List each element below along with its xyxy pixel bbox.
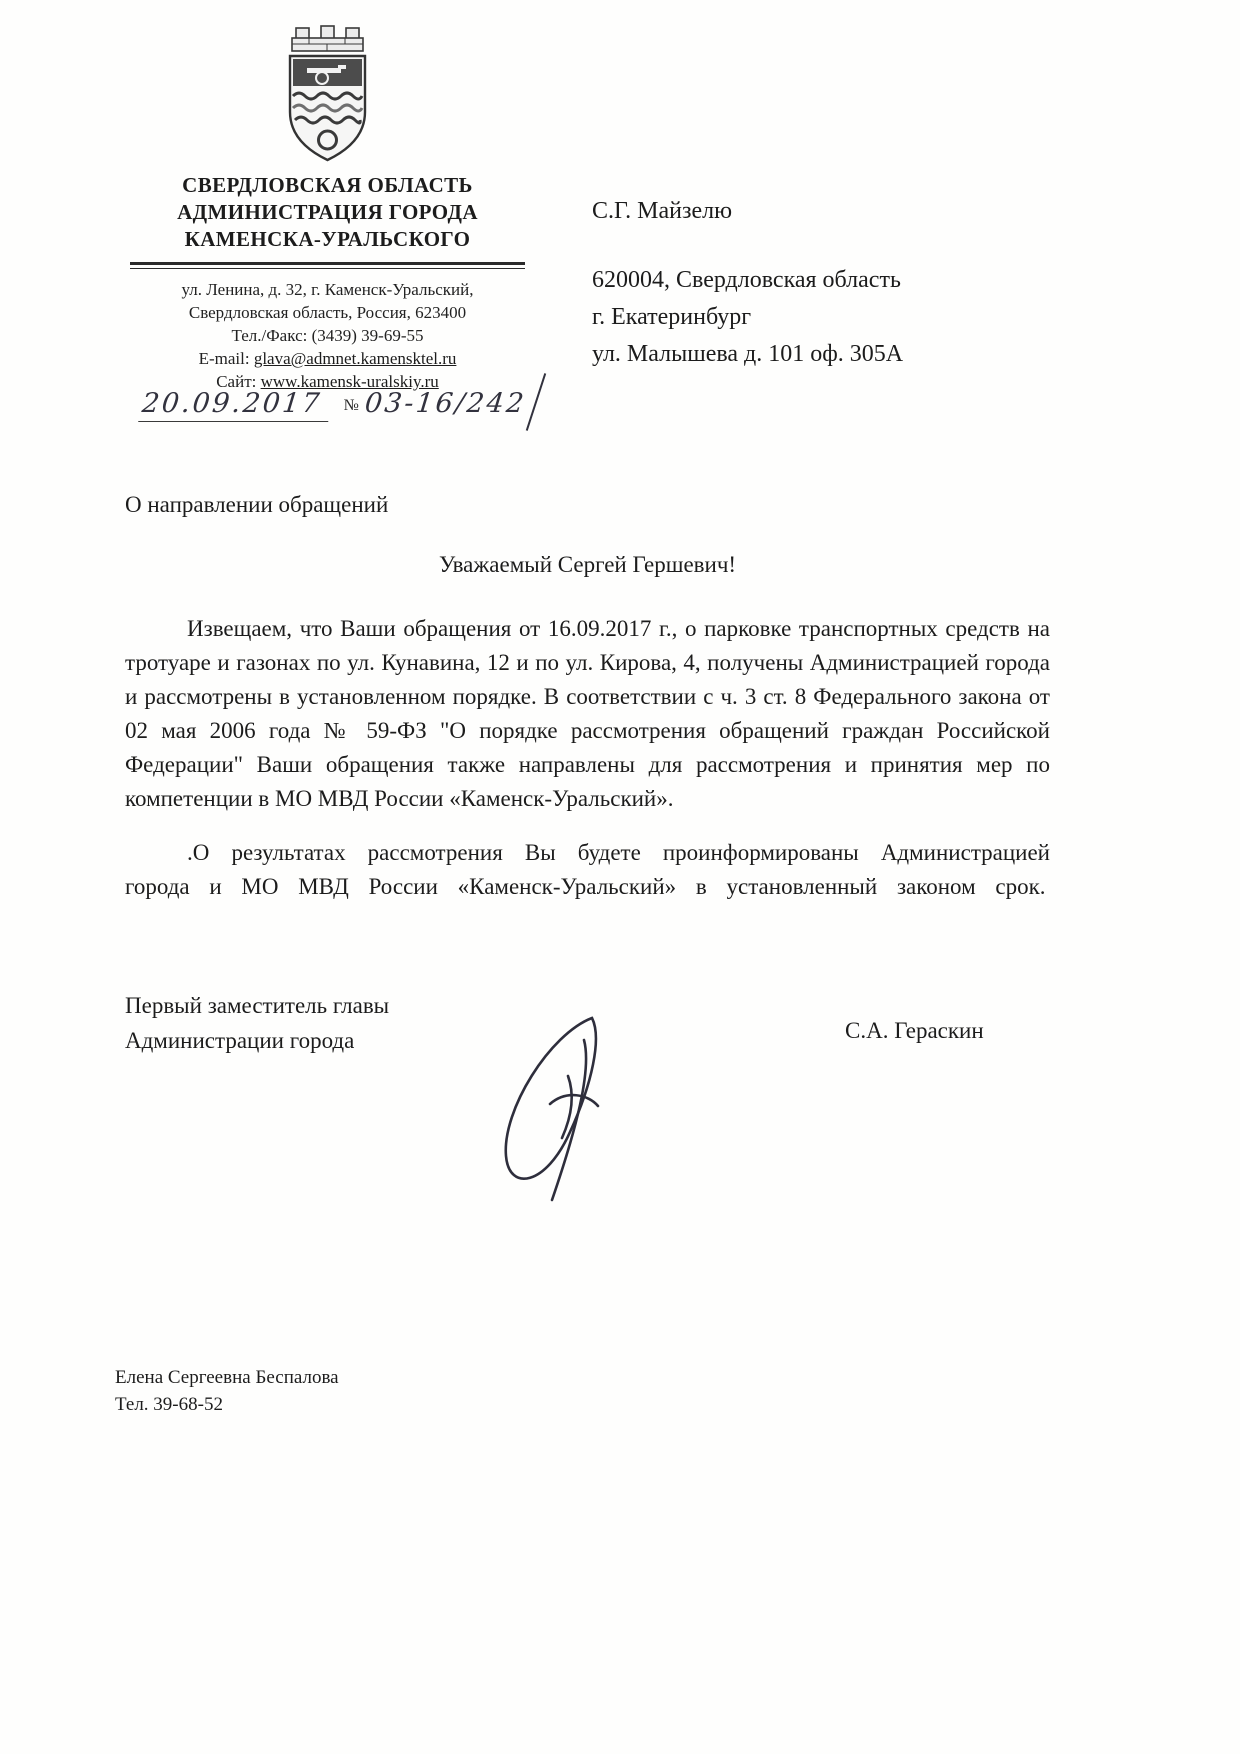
salutation: Уважаемый Сергей Гершевич! <box>438 552 737 577</box>
recipient-address-line2: г. Екатеринбург <box>592 304 752 330</box>
handwritten-number: 03-16/242 <box>363 388 528 419</box>
signer-title-line1: Первый заместитель главы <box>125 993 390 1018</box>
sender-address-line2: Свердловская область, Россия, 623400 <box>188 303 467 322</box>
recipient-address-line1: 620004, Свердловская область <box>592 267 901 293</box>
letter-subject: О направлении обращений <box>125 492 389 517</box>
handwritten-signature <box>480 1000 670 1210</box>
sender-address-line1: ул. Ленина, д. 32, г. Каменск-Уральский, <box>181 280 474 299</box>
sender-letterhead <box>130 24 525 393</box>
executor-name: Елена Сергеевна Беспалова <box>115 1367 339 1388</box>
body-paragraph-2: .О результатах рассмотрения Вы будете проинформированы Администрацией города и МО МВД России «Каменск-Уральский» в установленный законом срок. <box>125 840 1050 899</box>
org-name-line2: АДМИНИСТРАЦИЯ ГОРОДА <box>177 200 478 224</box>
number-sign: № <box>343 397 359 414</box>
coat-of-arms <box>130 24 525 166</box>
executor-block <box>115 1364 339 1418</box>
body-paragraph-1: Извещаем, что Ваши обращения от 16.09.2017 г., о парковке транспортных средств на тротуаре и газонах по ул. Кунавина, 12 и по ул. Кирова, 4, получены Администрацией города и рассмотрены в установленном порядке. В соответствии с ч. 3 ст. 8 Федерального закона от 02 мая 2006 года № 59-ФЗ "О порядке рассмотрения обращений граждан Российской Федерации" Ваши обращения также направлены для рассмотрения и принятия мер по компетенции в МО МВД России «Каменск-Уральский». <box>125 616 1050 811</box>
email-link[interactable]: glava@admnet.kamensktel.ru <box>253 349 457 368</box>
handwritten-slash <box>526 373 546 431</box>
org-name-line1: СВЕРДЛОВСКАЯ ОБЛАСТЬ <box>182 173 473 197</box>
site-label: Сайт: <box>216 372 261 391</box>
coat-of-arms-icon <box>264 24 392 166</box>
signer-title-line2: Администрации города <box>125 1028 355 1053</box>
executor-phone: Тел. 39-68-52 <box>115 1394 223 1415</box>
recipient-name: С.Г. Майзелю <box>592 198 733 224</box>
sender-phone: Тел./Факс: (3439) 39-69-55 <box>231 326 424 345</box>
signer-name: С.А. Гераскин <box>845 1018 984 1043</box>
recipient-address-line3: ул. Малышева д. 101 оф. 305А <box>592 341 904 367</box>
reference-line <box>140 388 560 422</box>
sender-email-row <box>130 347 525 370</box>
recipient-address <box>592 262 903 373</box>
letterhead-divider <box>130 262 525 269</box>
signature-icon <box>480 1000 670 1210</box>
email-label: E-mail: <box>198 349 254 368</box>
organization-name <box>130 172 525 253</box>
sender-contacts <box>130 278 525 393</box>
website-link[interactable]: www.kamensk-uralskiy.ru <box>260 372 439 391</box>
signer-title <box>125 988 389 1058</box>
org-name-line3: КАМЕНСКА-УРАЛЬСКОГО <box>184 227 471 251</box>
handwritten-date: 20.09.2017 <box>138 388 331 422</box>
